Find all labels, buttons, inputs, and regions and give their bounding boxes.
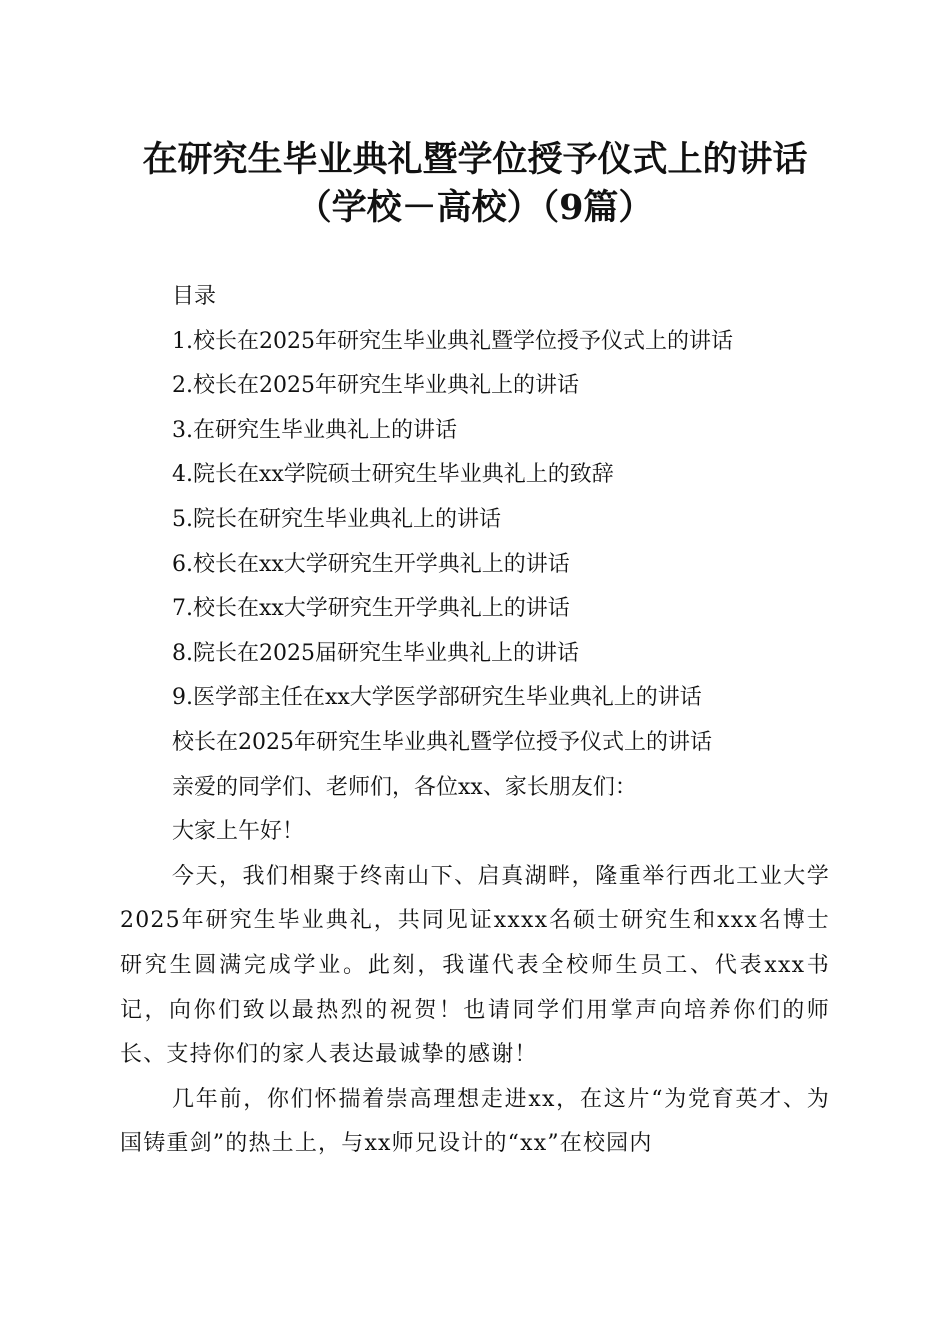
toc-item: 4.院长在xx学院硕士研究生毕业典礼上的致辞 — [172, 462, 614, 488]
toc-item: 6.校长在xx大学研究生开学典礼上的讲话 — [172, 551, 570, 577]
table-of-contents — [120, 320, 830, 721]
section-title: 校长在2025年研究生毕业典礼暨学位授予仪式上的讲话 — [172, 729, 712, 755]
toc-heading: 目录 — [172, 284, 217, 309]
toc-item: 5.院长在研究生毕业典礼上的讲话 — [172, 506, 501, 532]
body-paragraph: 几年前，你们怀揣着崇高理想走进xx，在这片“为党育英才、为国铸重剑”的热土上，与xx师兄设计的“xx”在校园内 — [120, 1086, 830, 1157]
toc-item: 7.校长在xx大学研究生开学典礼上的讲话 — [172, 596, 570, 622]
toc-item: 9.医学部主任在xx大学医学部研究生毕业典礼上的讲话 — [172, 685, 702, 711]
document-title — [0, 136, 950, 232]
toc-item: 8.院长在2025届研究生毕业典礼上的讲话 — [172, 640, 579, 666]
toc-item: 1.校长在2025年研究生毕业典礼暨学位授予仪式上的讲话 — [172, 328, 733, 354]
document-body — [120, 275, 830, 1167]
toc-item: 2.校长在2025年研究生毕业典礼上的讲话 — [172, 373, 579, 399]
title-line-1: 在研究生毕业典礼暨学位授予仪式上的讲话 — [142, 139, 808, 180]
body-paragraph: 今天，我们相聚于终南山下、启真湖畔，隆重举行西北工业大学2025年研究生毕业典礼，共同见证xxxx名硕士研究生和xxx名博士研究生圆满完成学业。此刻，我谨代表全校师生员工、代表xxx书记，向你们致以最热烈的祝贺！也请同学们用掌声向培养你们的师长、支持你们的家人表达最诚挚的感谢！ — [120, 863, 830, 1068]
toc-item: 3.在研究生毕业典礼上的讲话 — [172, 417, 457, 443]
title-line-2: （学校－高校）（9篇） — [296, 187, 654, 228]
greeting: 大家上午好！ — [172, 819, 305, 845]
salutation: 亲爱的同学们、老师们，各位xx、家长朋友们： — [172, 774, 637, 800]
